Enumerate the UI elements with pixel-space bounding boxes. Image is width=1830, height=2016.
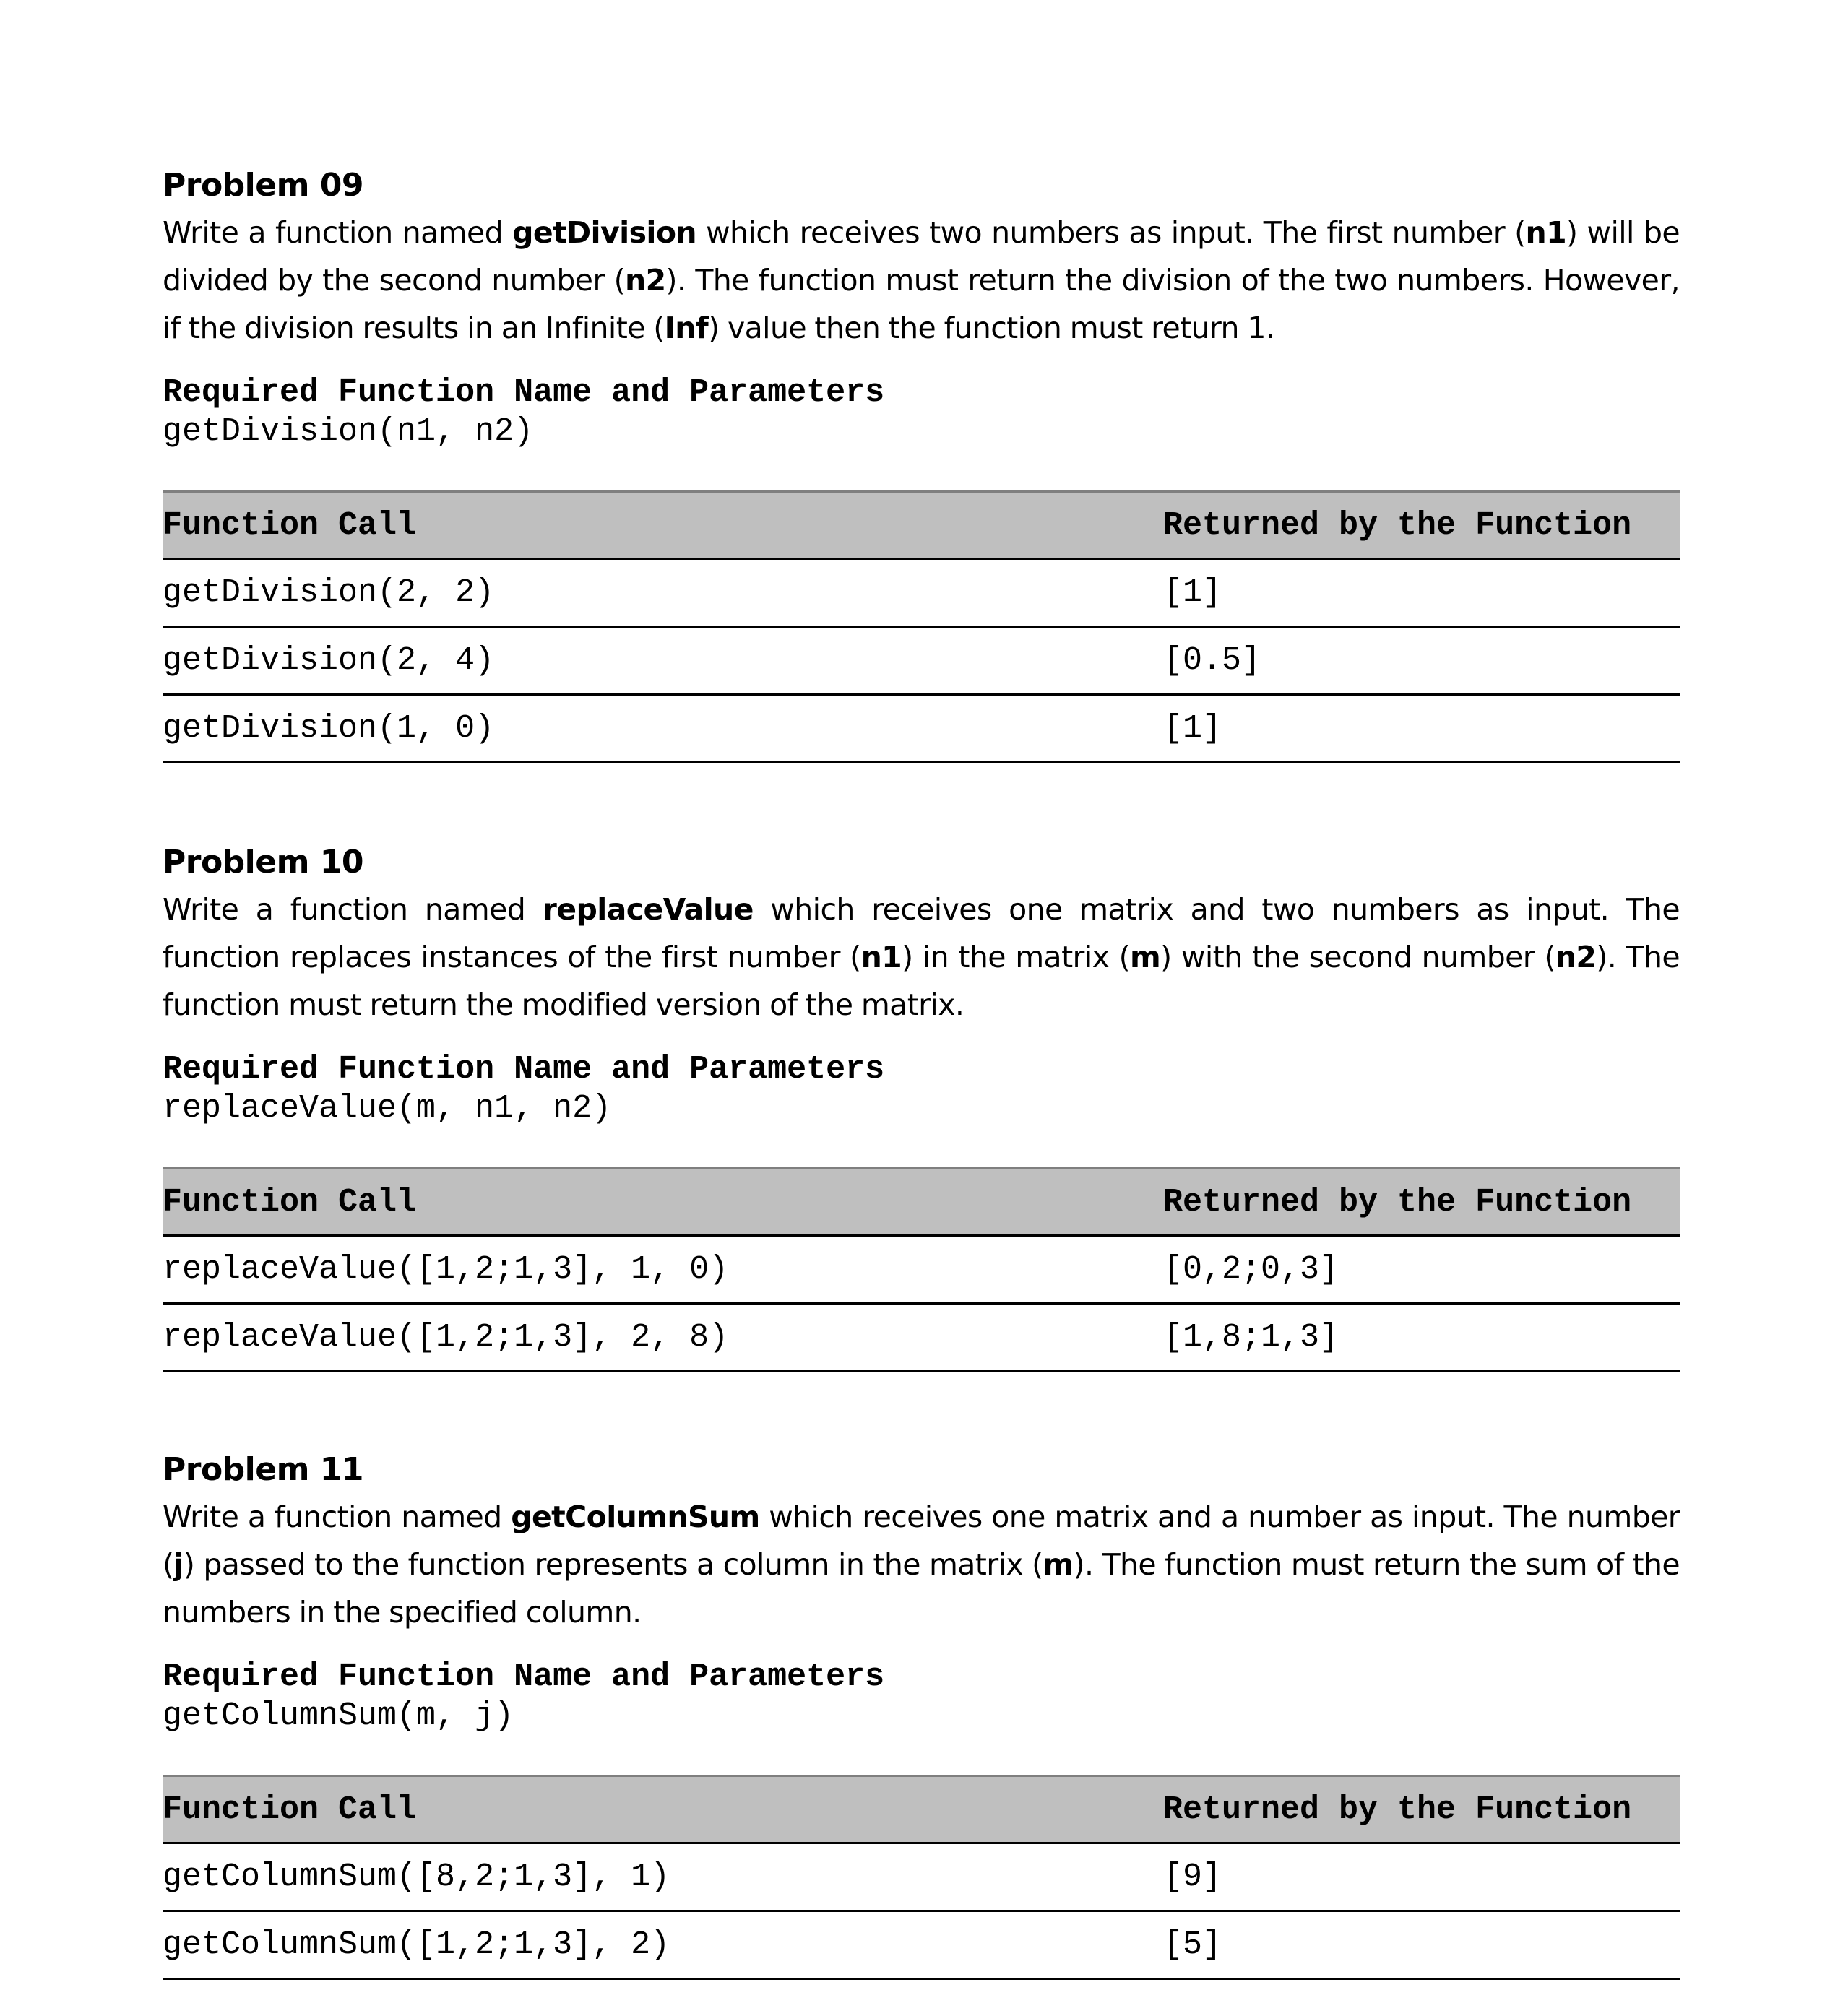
- required-heading: Required Function Name and Parameters: [163, 1658, 885, 1695]
- problem-description: [163, 886, 1680, 1029]
- function-signature: getDivision(n1, n2): [163, 413, 534, 450]
- description-text: which receives one matrix and a number as input. The number (: [163, 1500, 1680, 1582]
- description-text: Write a function named: [163, 1500, 512, 1534]
- cell-function-call: replaceValue([1,2;1,3], 1, 0): [163, 1236, 1163, 1304]
- description-text: Write a function named: [163, 215, 513, 250]
- table-header-row: [163, 1776, 1680, 1843]
- cell-function-call: getColumnSum([1,2;1,3], 2): [163, 1911, 1163, 1979]
- problem-09-section: [163, 163, 1680, 763]
- variable-name: m: [1043, 1547, 1074, 1582]
- problem-title: Problem 09: [163, 167, 363, 204]
- function-call-table: [163, 490, 1680, 763]
- cell-returned: [9]: [1163, 1843, 1680, 1911]
- cell-returned: [5]: [1163, 1911, 1680, 1979]
- table-row: [163, 1911, 1680, 1979]
- description-text: ) with the second number (: [1160, 940, 1555, 974]
- required-heading: Required Function Name and Parameters: [163, 1051, 885, 1088]
- cell-function-call: getDivision(2, 2): [163, 559, 1163, 627]
- cell-function-call: getColumnSum([8,2;1,3], 1): [163, 1843, 1163, 1911]
- cell-returned: [0,2;0,3]: [1163, 1236, 1680, 1304]
- header-function-call: Function Call: [163, 492, 1163, 559]
- variable-name: n1: [860, 940, 902, 974]
- variable-name: m: [1130, 940, 1161, 974]
- header-function-call: Function Call: [163, 1776, 1163, 1843]
- function-call-table: [163, 1167, 1680, 1372]
- variable-name: Inf: [664, 311, 709, 345]
- cell-returned: [1,8;1,3]: [1163, 1304, 1680, 1372]
- problem-description: [163, 1493, 1680, 1636]
- description-text: ). The function must return the sum of the numbers in the specified column.: [163, 1547, 1680, 1630]
- description-text: Write a function named: [163, 892, 543, 927]
- function-name: getColumnSum: [511, 1500, 760, 1534]
- table-header-row: [163, 1169, 1680, 1236]
- function-signature: replaceValue(m, n1, n2): [163, 1090, 612, 1127]
- problem-description: [163, 209, 1680, 352]
- cell-returned: [1]: [1163, 695, 1680, 763]
- required-heading: Required Function Name and Parameters: [163, 374, 885, 411]
- function-call-table: [163, 1775, 1680, 1980]
- description-text: which receives two numbers as input. The first number (: [696, 215, 1526, 250]
- table-row: [163, 1304, 1680, 1372]
- header-returned: Returned by the Function: [1163, 1169, 1680, 1236]
- header-function-call: Function Call: [163, 1169, 1163, 1236]
- cell-returned: [0.5]: [1163, 627, 1680, 695]
- table-row: [163, 1236, 1680, 1304]
- cell-function-call: getDivision(1, 0): [163, 695, 1163, 763]
- table-row: [163, 559, 1680, 627]
- table-row: [163, 1843, 1680, 1911]
- description-text: ) in the matrix (: [902, 940, 1131, 974]
- header-returned: Returned by the Function: [1163, 1776, 1680, 1843]
- problem-10-section: [163, 839, 1680, 1372]
- description-text: ) passed to the function represents a column in the matrix (: [183, 1547, 1043, 1582]
- variable-name: n2: [625, 263, 666, 298]
- description-text: ) value then the function must return 1.: [708, 311, 1275, 345]
- problem-title: Problem 10: [163, 844, 363, 881]
- cell-returned: [1]: [1163, 559, 1680, 627]
- function-signature: getColumnSum(m, j): [163, 1697, 514, 1734]
- table-row: [163, 695, 1680, 763]
- table-row: [163, 627, 1680, 695]
- problem-title: Problem 11: [163, 1451, 363, 1488]
- description-text: ). The function must return the modified version of the matrix.: [163, 940, 1680, 1022]
- variable-name: j: [173, 1547, 184, 1582]
- description-text: ). The function must return the division of the two numbers. However, if the division results in an Infinite (: [163, 263, 1680, 345]
- function-name: getDivision: [512, 215, 697, 250]
- cell-function-call: replaceValue([1,2;1,3], 2, 8): [163, 1304, 1163, 1372]
- problem-11-section: [163, 1447, 1680, 1980]
- variable-name: n2: [1555, 940, 1597, 974]
- table-header-row: [163, 492, 1680, 559]
- cell-function-call: getDivision(2, 4): [163, 627, 1163, 695]
- function-name: replaceValue: [542, 892, 754, 927]
- description-text: which receives one matrix and two numbers as input. The function replaces instances of the first number (: [163, 892, 1680, 974]
- variable-name: n1: [1525, 215, 1567, 250]
- header-returned: Returned by the Function: [1163, 492, 1680, 559]
- description-text: ) will be divided by the second number (: [163, 215, 1680, 298]
